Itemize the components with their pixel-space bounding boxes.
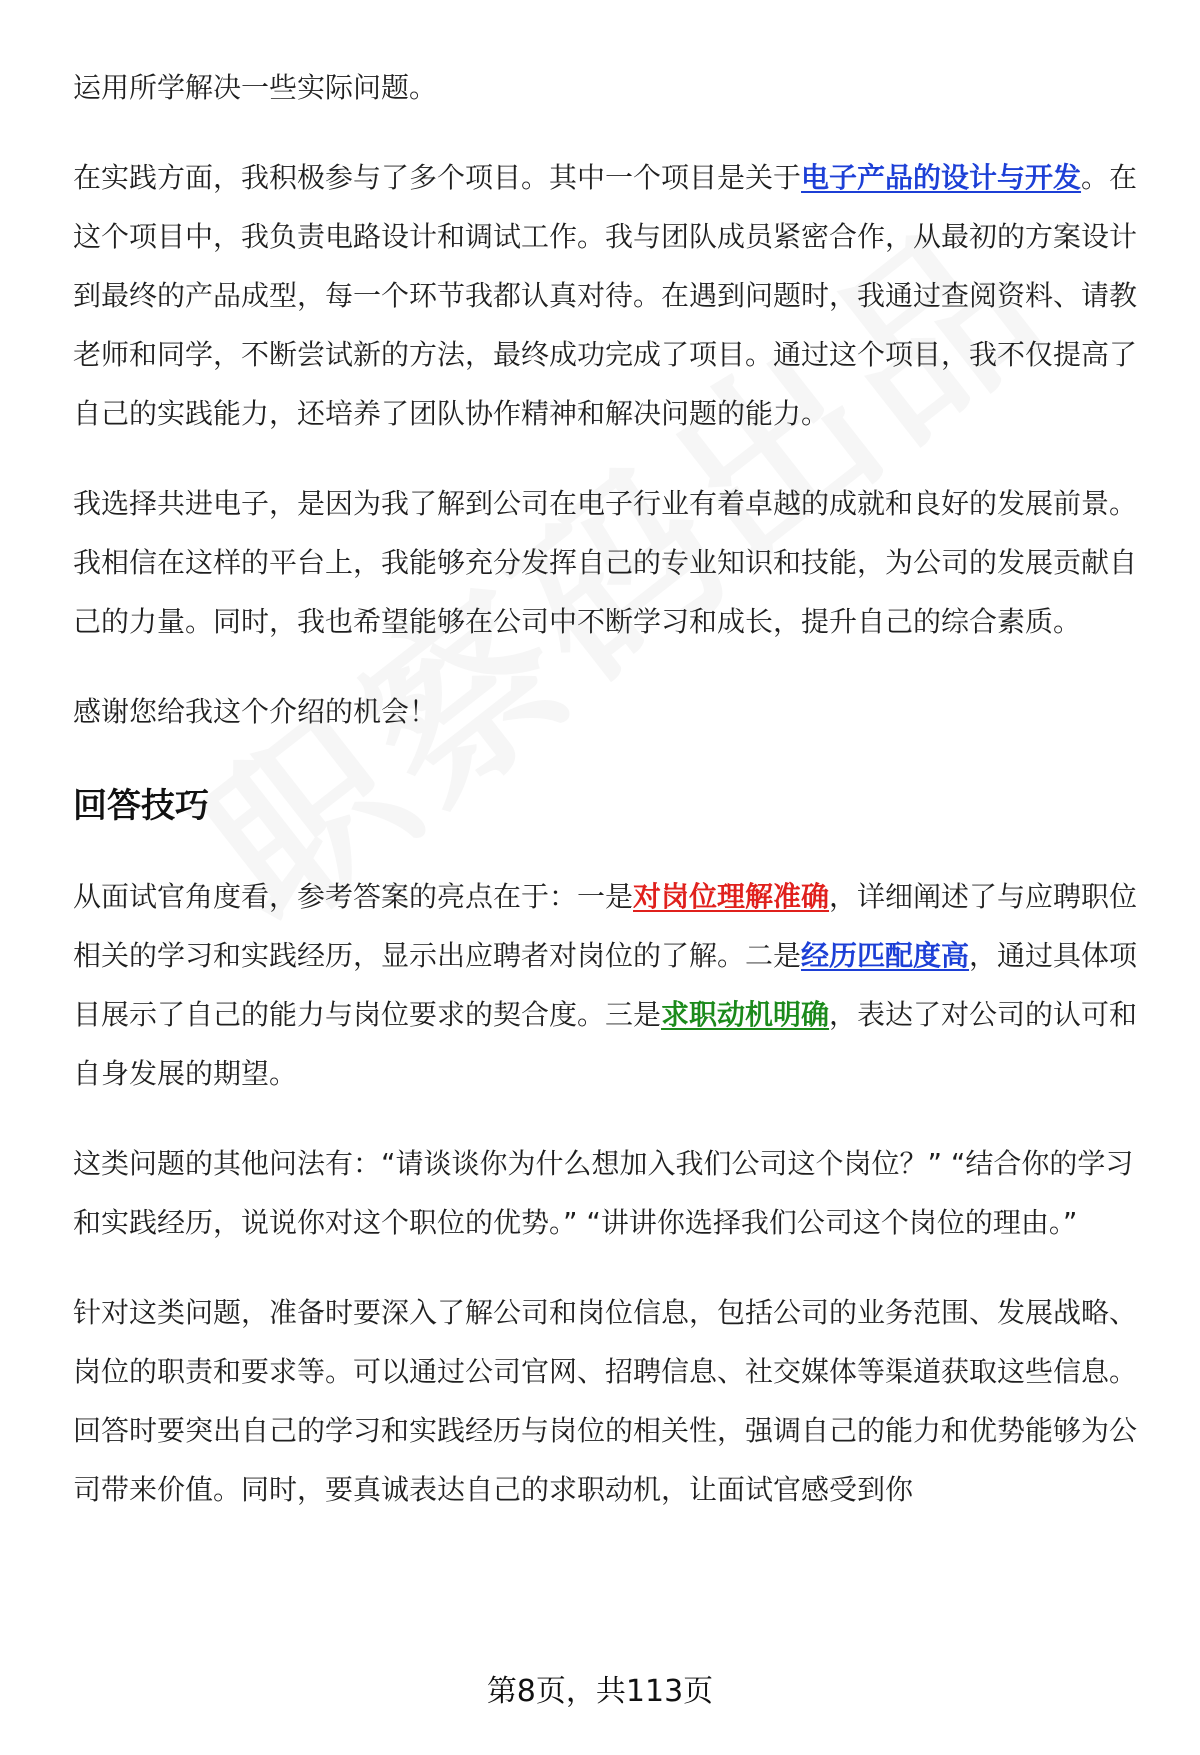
highlight-experience-match: 经历匹配度高 [801,939,970,972]
tips-text-a: 从面试官角度看，参考答案的亮点在于：一是 [73,880,634,913]
paragraph-tips [73,867,1143,1103]
tips-text-d: ，表达了对公司的认可和自身发展的期望。 [73,998,1138,1090]
tips-text-c: ，通过具体项目展示了自己的能力与岗位要求的契合度。三是 [73,939,1138,1031]
paragraph-intro-end: 运用所学解决一些实际问题。 [73,71,438,104]
project-link[interactable]: 电子产品的设计与开发 [801,161,1082,194]
paragraph-practice [73,148,1143,443]
page-number: 第8页，共113页 [486,1674,714,1709]
tips-text-b: ，详细阐述了与应聘职位相关的学习和实践经历，显示出应聘者对岗位的了解。二是 [73,880,1138,972]
paragraph-alt-questions: 这类问题的其他问法有：“请谈谈你为什么想加入我们公司这个岗位？” “结合你的学习和实践经历，说说你对这个职位的优势。” “讲讲你选择我们公司这个岗位的理由。” [73,1147,1134,1239]
document-body [73,58,1143,1550]
paragraph-practice-text-a: 在实践方面，我积极参与了多个项目。其中一个项目是关于 [73,161,802,194]
paragraph-advice: 针对这类问题，准备时要深入了解公司和岗位信息，包括公司的业务范围、发展战略、岗位的职责和要求等。可以通过公司官网、招聘信息、社交媒体等渠道获取这些信息。回答时要突出自己的学习和实践经历与岗位的相关性，强调自己的能力和优势能够为公司带来价值。同时，要真诚表达自己的求职动机，让面试官感受到你 [73,1296,1138,1506]
highlight-understanding: 对岗位理解准确 [633,880,830,913]
highlight-motivation: 求职动机明确 [661,998,830,1031]
paragraph-thanks: 感谢您给我这个介绍的机会！ [73,695,438,728]
section-heading: 回答技巧 [73,786,209,826]
paragraph-motivation: 我选择共进电子，是因为我了解到公司在电子行业有着卓越的成就和良好的发展前景。我相信在这样的平台上，我能够充分发挥自己的专业知识和技能，为公司的发展贡献自己的力量。同时，我也希望能够在公司中不断学习和成长，提升自己的综合素质。 [73,487,1138,638]
paragraph-practice-text-b: 。在这个项目中，我负责电路设计和调试工作。我与团队成员紧密合作，从最初的方案设计到最终的产品成型，每一个环节我都认真对待。在遇到问题时，我通过查阅资料、请教老师和同学，不断尝试新的方法，最终成功完成了项目。通过这个项目，我不仅提高了自己的实践能力，还培养了团队协作精神和解决问题的能力。 [73,161,1138,430]
